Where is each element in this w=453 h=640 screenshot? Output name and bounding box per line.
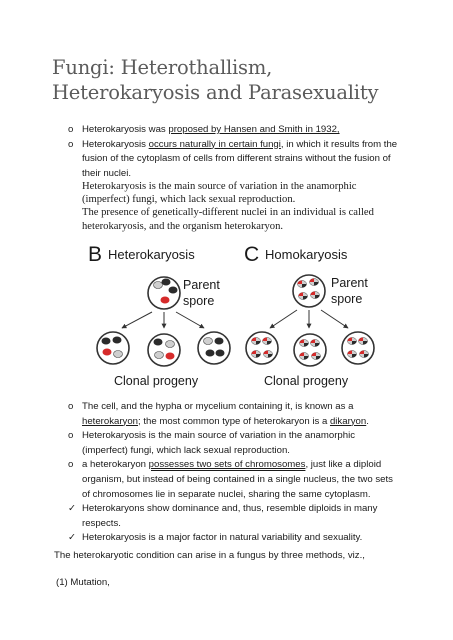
panel-c-progeny-spore (342, 332, 374, 364)
mixed-nucleus (359, 338, 368, 345)
method-1: (1) Mutation, (56, 577, 110, 588)
panel-b-progeny-spore (198, 332, 230, 364)
page-title: Fungi: Heterothallism, Heterokaryosis and Parasexuality (52, 56, 379, 104)
detail-bullet: o a heterokaryon possesses two sets of chromosomes, just like a diploid organism, but instead of being contained in a single nucleus, the two sets of chromosomes lie in separate nuclei, sharing the same cytoplasm. (68, 459, 393, 500)
serif-paragraphs (82, 180, 402, 233)
panel-b-progeny-label: Clonal progeny (114, 374, 199, 388)
parent-label-line: spore (183, 294, 215, 308)
bullet-marker: o (68, 138, 74, 150)
mixed-nucleus (252, 351, 261, 358)
serif-paragraph: Heterokaryosis is the main source of variation in the anamorphic (imperfect) fungi, which lack sexual reproduction. (82, 181, 357, 206)
panel-c-progeny-spore (294, 334, 326, 366)
mixed-nucleus (252, 338, 261, 345)
mixed-nucleus (299, 293, 308, 300)
dikaryon-term: dikaryon (329, 415, 367, 427)
panel-b-parent-label (183, 278, 220, 308)
mixed-nucleus (263, 338, 272, 345)
mixed-nucleus (264, 351, 273, 358)
panel-c-parent-label (331, 276, 368, 306)
mixed-nucleus (310, 279, 319, 286)
panel-b-letter: B (88, 243, 103, 266)
bullet-marker: o (68, 430, 74, 442)
panel-c-progeny-label: Clonal progeny (264, 374, 349, 388)
check-bullet: ✓ Heterokaryons show dominance and, thus, resemble diploids in many respects. (68, 503, 378, 529)
two-sets-phrase: possesses two sets of chromosomes (148, 459, 306, 471)
heterokaryon-term: heterokaryon (82, 415, 138, 427)
heterokaryosis-figure (86, 240, 406, 392)
mixed-nucleus (360, 351, 369, 358)
intro-bullet: o Heterokaryosis was proposed by Hansen and Smith in 1932, (68, 123, 398, 138)
detail-bullet: o Heterokaryosis is the main source of variation in the anamorphic (imperfect) fungi, which lack sexual reproduction. (68, 430, 356, 456)
parent-label-line: spore (331, 292, 363, 306)
closing-sentence: The heterokaryotic condition can arise in a fungus by three methods, viz., (54, 550, 365, 561)
detail-bullet-list (68, 400, 398, 546)
bullet-marker: o (68, 401, 74, 412)
checkmark-icon: ✓ (68, 503, 77, 515)
proposal-text: proposed by Hansen and Smith in 1932, (168, 124, 340, 135)
mixed-nucleus (300, 353, 309, 360)
intro-bullet: o Heterokaryosis occurs naturally in certain fungi, in which it results from the fusion of the cytoplasm of cells from different strains without the fusion of their nuclei. (68, 138, 398, 179)
panel-b-progeny-spore (97, 332, 129, 364)
mixed-nucleus (311, 340, 320, 347)
panel-c-progeny-spore (246, 332, 278, 364)
intro-bullet-list (68, 123, 398, 181)
panel-b-parent-spore (148, 277, 180, 309)
panel-c-parent-spore (293, 275, 325, 307)
serif-paragraph: The presence of genetically-different nuclei in an individual is called heterokaryosis, and the organism heterokaryon. (82, 207, 374, 232)
mixed-nucleus (348, 338, 357, 345)
mixed-nucleus (300, 340, 309, 347)
panel-b-arrows (122, 312, 204, 328)
mixed-nucleus (312, 353, 321, 360)
natural-occurrence-text: occurs naturally in certain fungi (148, 138, 281, 150)
checkmark-icon: ✓ (68, 532, 77, 544)
panel-c-arrows (270, 310, 348, 328)
parent-label-line: Parent (183, 278, 220, 292)
bullet-marker: o (68, 459, 74, 471)
panel-c-letter: C (244, 243, 260, 266)
detail-bullet: o The cell, and the hypha or mycelium containing it, is known as a heterokaryon; the most common type of heterokaryon is a dikaryon. (68, 401, 369, 427)
bullet-marker: o (68, 124, 74, 135)
panel-b-title: Heterokaryosis (108, 247, 195, 262)
check-bullet: ✓ Heterokaryosis is a major factor in natural variability and sexuality. (68, 531, 398, 546)
mixed-nucleus (311, 292, 320, 299)
mixed-nucleus (298, 281, 307, 288)
parent-label-line: Parent (331, 276, 368, 290)
panel-b-progeny-spore (148, 334, 180, 366)
panel-c-title: Homokaryosis (265, 247, 348, 262)
mixed-nucleus (348, 351, 357, 358)
